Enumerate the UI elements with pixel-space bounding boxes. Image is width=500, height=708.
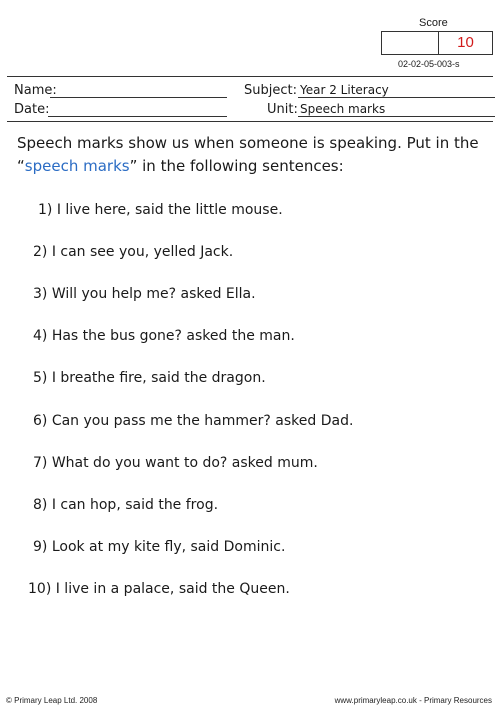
- date-field[interactable]: [48, 103, 227, 117]
- header-bottom-rule: [7, 121, 493, 122]
- name-label: Name:: [14, 83, 57, 98]
- subject-label: Subject:: [244, 83, 297, 98]
- question-9: 9) Look at my kite fly, said Dominic.: [33, 539, 286, 555]
- score-label: Score: [419, 17, 448, 29]
- score-value: 10: [457, 34, 474, 51]
- question-6: 6) Can you pass me the hammer? asked Dad.: [33, 413, 354, 429]
- worksheet-code: 02-02-05-003-s: [398, 59, 460, 69]
- header-top-rule: [7, 76, 493, 77]
- instructions-line-1: Speech marks show us when someone is speaking. Put in the: [17, 134, 479, 152]
- question-7: 7) What do you want to do? asked mum.: [33, 455, 318, 471]
- subject-field: Year 2 Literacy: [298, 84, 495, 98]
- score-box: [381, 31, 493, 55]
- question-3: 3) Will you help me? asked Ella.: [33, 286, 256, 302]
- open-quote: “: [17, 157, 25, 175]
- question-8: 8) I can hop, said the frog.: [33, 497, 219, 513]
- question-10: 10) I live in a palace, said the Queen.: [28, 581, 290, 597]
- instructions-rest: in the following sentences:: [137, 157, 344, 175]
- speech-marks-highlight: speech marks: [24, 157, 130, 175]
- unit-field: Speech marks: [298, 103, 495, 117]
- footer-website: www.primaryleap.co.uk - Primary Resources: [334, 696, 492, 705]
- instructions: [17, 132, 493, 178]
- instructions-line-2: [17, 155, 493, 178]
- question-4: 4) Has the bus gone? asked the man.: [33, 328, 295, 344]
- score-blank-cell: [382, 32, 439, 54]
- question-2: 2) I can see you, yelled Jack.: [33, 244, 234, 260]
- question-1: 1) I live here, said the little mouse.: [38, 202, 283, 218]
- question-5: 5) I breathe fire, said the dragon.: [33, 370, 266, 386]
- date-label: Date:: [14, 102, 50, 117]
- name-field[interactable]: [50, 84, 227, 98]
- footer-copyright: © Primary Leap Ltd. 2008: [6, 696, 98, 705]
- close-quote: ”: [129, 157, 138, 175]
- unit-label: Unit:: [267, 102, 298, 117]
